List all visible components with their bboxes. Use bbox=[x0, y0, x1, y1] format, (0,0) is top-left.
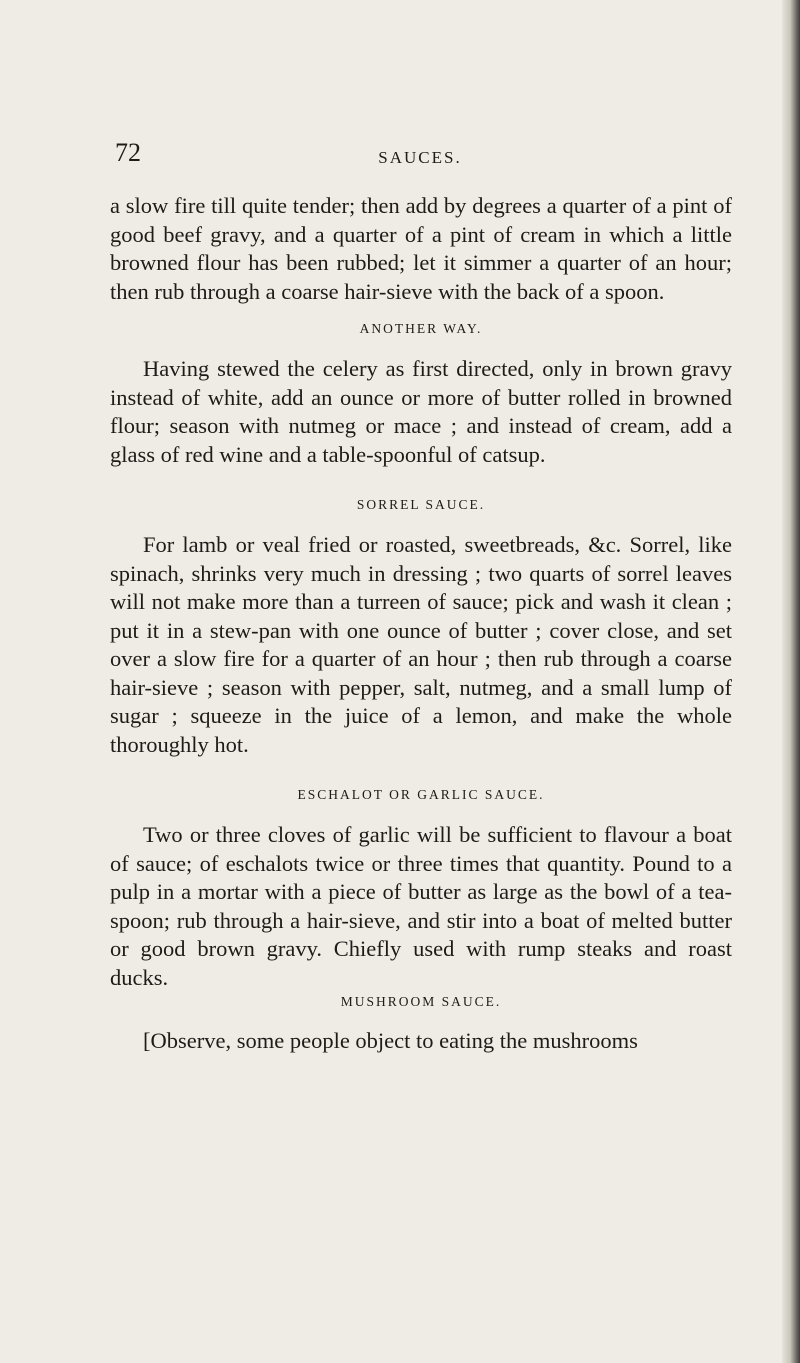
paragraph-eschalot-garlic-sauce: Two or three cloves of garlic will be sufficient to flavour a boat of sauce; of eschalots twice or three times that quantity. Pound to a pulp in a mortar with a piece of butter as large as the bowl of a tea-spoon; rub through a hair-sieve, and stir into a boat of melted butter or good brown gravy. Chiefly used with rump steaks and roast ducks. bbox=[110, 822, 732, 990]
heading-eschalot-garlic-sauce: ESCHALOT OR GARLIC SAUCE. bbox=[297, 787, 545, 802]
page-header bbox=[110, 138, 730, 168]
heading-sorrel-sauce: SORREL SAUCE. bbox=[356, 497, 486, 512]
page-number: 72 bbox=[115, 138, 141, 167]
page-body bbox=[110, 192, 732, 1056]
paragraph-another-way: Having stewed the celery as first directed, only in brown gravy instead of white, add an ounce or more of butter rolled in browned flour; season with nutmeg or mace ; and instead of cream, add a glass of red wine and a table-spoonful of catsup. bbox=[110, 356, 732, 467]
paragraph-sorrel-sauce: For lamb or veal fried or roasted, sweetbreads, &c. Sorrel, like spinach, shrinks very much in dressing ; two quarts of sorrel leaves will not make more than a turreen of sauce; pick and wash it clean ; put it in a stew-pan with one ounce of butter ; cover close, and set over a slow fire for a quarter of an hour ; then rub through a coarse hair-sieve ; season with pepper, salt, nutmeg, and a small lump of sugar ; squeeze in the juice of a lemon, and make the whole thoroughly hot. bbox=[110, 532, 732, 757]
paragraph-mushroom-sauce: [Observe, some people object to eating the mushrooms bbox=[143, 1028, 638, 1053]
paragraph-celery-sauce-continued: a slow fire till quite tender; then add by degrees a quarter of a pint of good beef gravy, and a quarter of a pint of cream in which a little browned flour has been rubbed; let it simmer a quarter of an hour; then rub through a coarse hair-sieve with the back of a spoon. bbox=[110, 193, 732, 304]
heading-mushroom-sauce: MUSHROOM SAUCE. bbox=[340, 994, 502, 1009]
running-head: SAUCES. bbox=[378, 148, 462, 167]
heading-another-way: ANOTHER WAY. bbox=[359, 321, 483, 336]
page-edge-shadow bbox=[782, 0, 800, 1363]
